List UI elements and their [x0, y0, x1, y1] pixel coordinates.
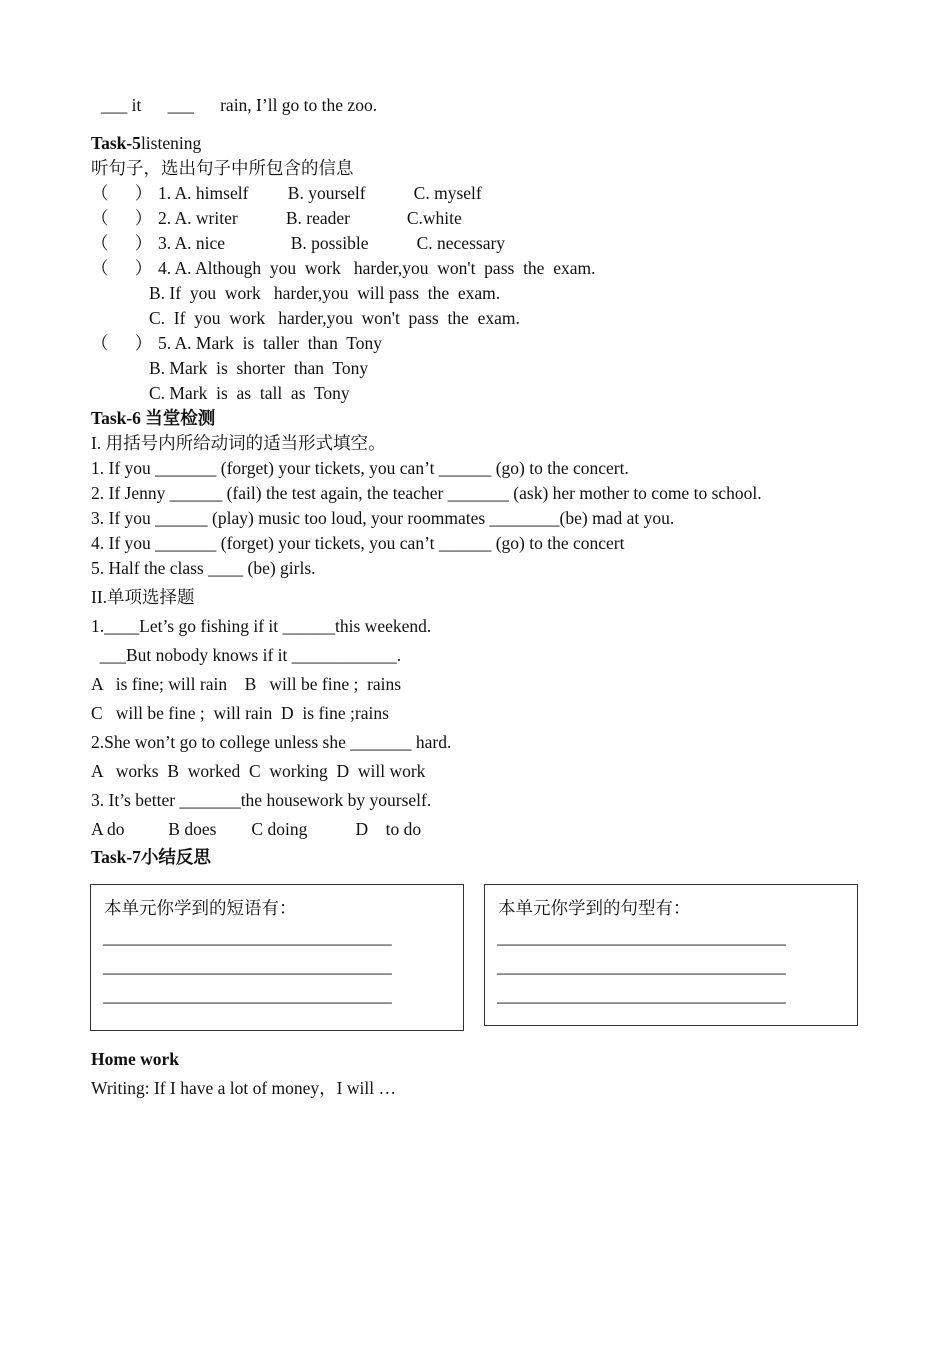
- task5-title: [91, 135, 201, 153]
- answer-bracket: （ ）: [91, 258, 153, 278]
- blank-line: _________________________________: [103, 985, 392, 1005]
- blank-line: _________________________________: [103, 927, 392, 947]
- task5-instruction: 听句子，选出句子中所包含的信息: [91, 158, 354, 178]
- fill-in-question: 2. If Jenny ______ (fail) the test again, the teacher _______ (ask) her mother to come to school.: [91, 483, 762, 503]
- fill-in-question: 3. If you ______ (play) music too loud, your roommates ________(be) mad at you.: [91, 508, 675, 528]
- fill-in-question: 1. If you _______ (forget) your tickets, you can’t ______ (go) to the concert.: [91, 458, 629, 478]
- part1-title: I. 用括号内所给动词的适当形式填空。: [91, 433, 386, 453]
- blank-line: _________________________________: [497, 956, 786, 976]
- answer-bracket: （ ）: [91, 208, 153, 228]
- choice-question: ___But nobody knows if it ____________.: [91, 645, 402, 665]
- choice-question: 1.____Let’s go fishing if it ______this weekend.: [91, 616, 432, 636]
- listening-option: B. If you work harder,you will pass the exam.: [149, 283, 501, 303]
- listening-option: C. If you work harder,you won't pass the exam.: [149, 308, 520, 328]
- task5-title-bold: Task-5: [91, 133, 141, 153]
- fill-in-question: 4. If you _______ (forget) your tickets, you can’t ______ (go) to the concert: [91, 533, 625, 553]
- listening-item: 1. A. himself B. yourself C. myself: [158, 183, 482, 203]
- choice-options: C will be fine ; will rain D is fine ;rains: [91, 703, 389, 723]
- blank-line: _________________________________: [497, 927, 786, 947]
- listening-option: B. Mark is shorter than Tony: [149, 358, 369, 378]
- answer-bracket: （ ）: [91, 333, 153, 353]
- answer-bracket: （ ）: [91, 183, 153, 203]
- listening-option: C. Mark is as tall as Tony: [149, 383, 350, 403]
- blank-line: _________________________________: [497, 985, 786, 1005]
- phrases-label: 本单元你学到的短语有：: [104, 898, 297, 918]
- fill-in-question: 5. Half the class ____ (be) girls.: [91, 558, 316, 578]
- listening-item: 4. A. Although you work harder,you won't pass the exam.: [158, 258, 596, 278]
- homework-text: Writing: If I have a lot of money，I will …: [91, 1078, 396, 1098]
- sentences-box: [484, 884, 858, 1026]
- task7-title: Task-7小结反思: [91, 847, 211, 867]
- homework-title: Home work: [91, 1049, 179, 1069]
- listening-item: 3. A. nice B. possible C. necessary: [158, 233, 506, 253]
- task6-title: Task-6 当堂检测: [91, 408, 216, 428]
- choice-options: A works B worked C working D will work: [91, 761, 426, 781]
- task5-title-rest: listening: [140, 133, 202, 153]
- fill-in-line: ___ it ___ rain, I’ll go to the zoo.: [101, 95, 378, 115]
- blank-line: _________________________________: [103, 956, 392, 976]
- sentences-label: 本单元你学到的句型有：: [498, 898, 691, 918]
- choice-question: 3. It’s better _______the housework by yourself.: [91, 790, 432, 810]
- answer-bracket: （ ）: [91, 233, 153, 253]
- listening-item: 2. A. writer B. reader C.white: [158, 208, 462, 228]
- phrases-box: [90, 884, 464, 1031]
- choice-options: A do B does C doing D to do: [91, 819, 422, 839]
- choice-question: 2.She won’t go to college unless she _______ hard.: [91, 732, 452, 752]
- listening-item: 5. A. Mark is taller than Tony: [158, 333, 382, 353]
- choice-options: A is fine; will rain B will be fine ; rains: [91, 674, 402, 694]
- part2-title: II.单项选择题: [91, 587, 195, 607]
